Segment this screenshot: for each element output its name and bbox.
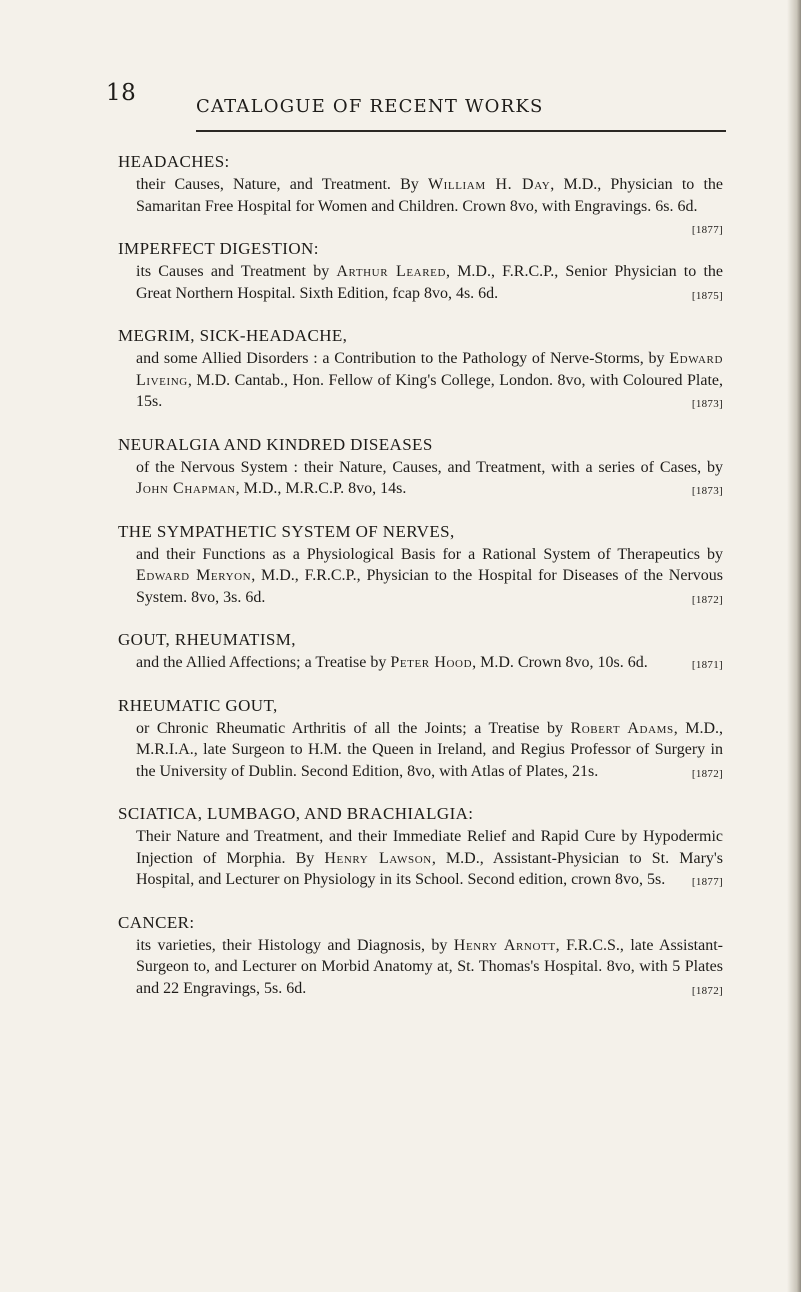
entry-author: Edward Meryon [136,567,252,584]
entry-title: GOUT, RHEUMATISM, [118,630,296,649]
entry-title: THE SYMPATHETIC SYSTEM OF NERVES, [118,521,455,541]
catalogue-entry [118,628,723,674]
entry-text: , M.D., F.R.C.P., Physician to the Hospital for Diseases of the Nervous System. 8vo, 3s. 6d. [136,567,723,606]
catalogue-entry [118,520,723,609]
entry-text: , M.D. Crown 8vo, 10s. 6d. [472,654,648,671]
entry-year: [1872] [691,984,723,997]
entry-description [118,174,723,236]
entry-text: its varieties, their Histology and Diagnosis, by [136,936,454,954]
entry-year: [1872] [691,767,723,780]
entry-author: Henry Lawson [324,849,432,867]
entry-description [118,718,723,783]
entry-title: CANCER: [118,912,195,932]
entry-text: , M.D., Physician to the Samaritan Free Hospital for Women and Children. Crown 8vo, with Engravings. 6s. 6d. [136,176,723,215]
entry-title: IMPERFECT DIGESTION: [118,239,319,258]
entry-year: [1875] [691,289,723,302]
entry-text: and their Functions as a Physiological Basis for a Rational System of Therapeutics by [136,545,723,563]
catalogue-entry [118,237,723,304]
entry-author: William H. Day [427,176,551,193]
entry-description [118,544,723,609]
entry-text: , M.D., F.R.C.P., Senior Physician to the Great Northern Hospital. Sixth Edition, fcap 8vo, 4s. 6d. [136,263,723,302]
entry-text: or Chronic Rheumatic Arthritis of all the Joints; a Treatise by [136,719,571,737]
entry-author: Robert Adams [570,719,674,737]
entry-author: John Chapman [136,480,236,497]
catalogue-entry [118,150,723,236]
entry-description [118,826,723,891]
entry-text: of the Nervous System : their Nature, Causes, and Treatment, with a series of Cases, by [136,458,723,476]
catalogue-entry [118,433,723,500]
page-number: 18 [106,80,137,106]
entry-year: [1871] [691,659,723,671]
entry-author: Edward Liveing [136,350,723,389]
entry-text: , M.D., M.R.I.A., late Surgeon to H.M. the Queen in Ireland, and Regius Professor of Surgery in the University of Dublin. Second Edition, 8vo, with Atlas of Plates, 21s. [136,719,724,780]
catalogue-entry [118,694,723,783]
entry-text: their Causes, Nature, and Treatment. By [136,176,428,193]
entry-year: [1873] [691,398,723,410]
entry-text: , M.D. Cantab., Hon. Fellow of King's College, London. 8vo, with Coloured Plate, 15s. [136,371,723,410]
entry-text: its Causes and Treatment by [136,263,337,280]
page-edge-shadow [787,0,801,1292]
entry-title: SCIATICA, LUMBAGO, AND BRACHIALGIA: [118,804,474,823]
entry-text: and some Allied Disorders : a Contribution to the Pathology of Nerve-Storms, by [136,350,670,367]
entry-title: MEGRIM, SICK-HEADACHE, [118,326,348,345]
entry-author: Peter Hood [390,654,473,671]
entry-title: RHEUMATIC GOUT, [118,695,278,715]
catalogue-entry [118,911,723,1000]
catalogue-entries [118,150,723,1019]
catalogue-entry [118,802,723,891]
entry-description [118,348,723,413]
catalogue-entry [118,324,723,413]
entry-author: Arthur Leared [336,263,446,280]
running-head: CATALOGUE OF RECENT WORKS [196,96,544,117]
entry-description [118,935,723,1000]
entry-description [118,652,723,674]
entry-text: , F.R.C.S., late Assistant-Surgeon to, and Lecturer on Morbid Anatomy at, St. Thomas's Hospital. 8vo, with 5 Plates and 22 Engravings, 5s. 6d. [136,936,723,997]
entry-description [118,261,723,304]
entry-year: [1877] [691,224,723,236]
entry-text: Their Nature and Treatment, and their Immediate Relief and Rapid Cure by Hypodermic Injection of Morphia. By [136,828,723,867]
entry-title: NEURALGIA AND KINDRED DISEASES [118,434,433,454]
header-rule [196,130,726,132]
entry-year: [1872] [691,593,723,606]
entry-year: [1877] [691,876,723,888]
entry-description [118,457,723,500]
entry-text: , M.D., Assistant-Physician to St. Mary's Hospital, and Lecturer on Physiology in its School. Second edition, crown 8vo, 5s. [136,849,724,888]
entry-title: HEADACHES: [118,152,230,171]
entry-text: and the Allied Affections; a Treatise by [136,654,391,671]
entry-year: [1873] [691,485,723,497]
entry-author: Henry Arnott [453,936,556,954]
entry-text: , M.D., M.R.C.P. 8vo, 14s. [235,480,407,497]
